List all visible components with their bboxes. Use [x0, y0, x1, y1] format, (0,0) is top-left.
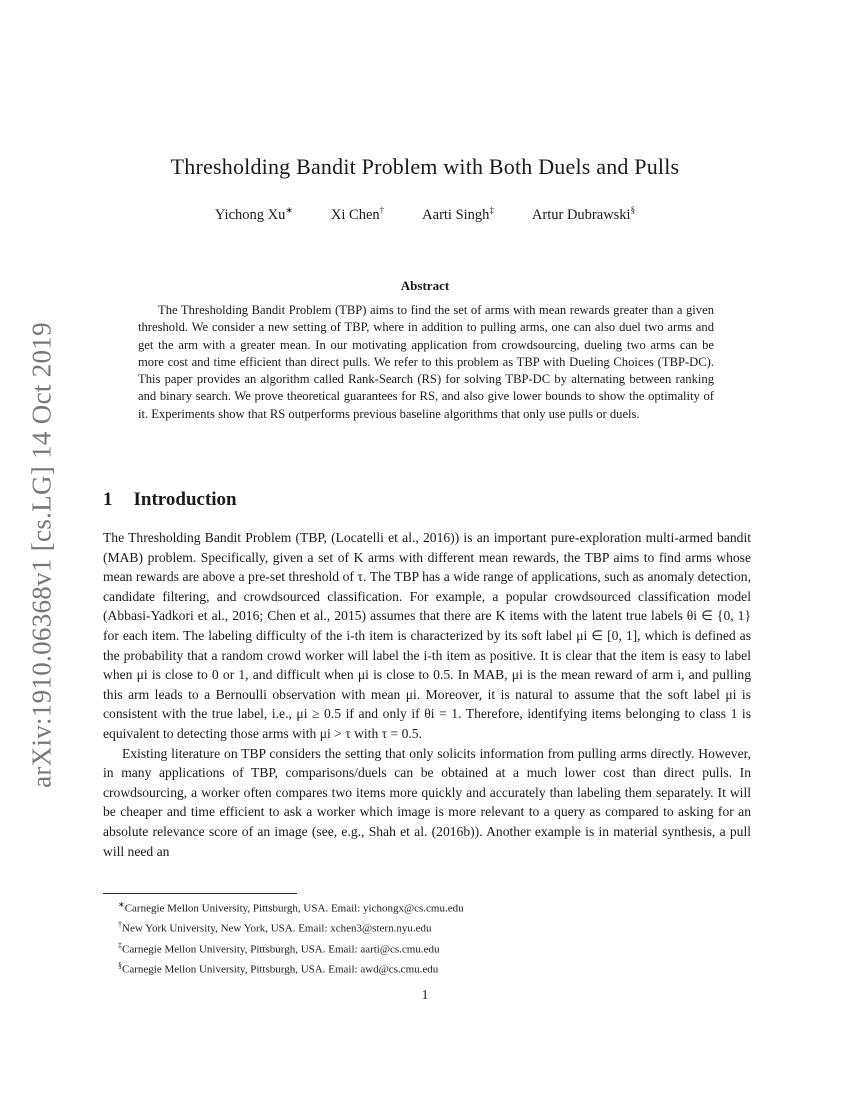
author: [331, 205, 384, 224]
author-name: Aarti Singh: [422, 206, 490, 223]
section-title: Introduction: [133, 489, 237, 510]
arxiv-identifier-stamp: arXiv:1910.06368v1 [cs.LG] 14 Oct 2019: [26, 322, 57, 788]
paper-title: Thresholding Bandit Problem with Both Duels and Pulls: [170, 154, 680, 179]
author: [532, 205, 635, 224]
introduction-body: [103, 528, 751, 861]
footnote: [103, 897, 751, 917]
author-footnote-mark: §: [630, 205, 636, 215]
footnote-mark: †: [118, 920, 122, 930]
footnote: [103, 917, 751, 937]
author-footnote-mark: ∗: [285, 205, 293, 215]
author-footnote-mark: †: [379, 205, 385, 215]
section-heading: [103, 489, 237, 511]
footnote-divider: [103, 893, 297, 894]
footnote-text: Carnegie Mellon University, Pittsburgh, USA. Email: aarti@cs.cmu.edu: [122, 943, 440, 956]
page-number: 1: [421, 987, 429, 1002]
paragraph: The Thresholding Bandit Problem (TBP, (Locatelli et al., 2016)) is an important pure-exploration multi-armed bandit (MAB) problem. Specifically, given a set of K arms with different mean rewards, the TBP aims to find arms whose mean rewards are above a pre-set threshold of τ. The TBP has a wide range of applications, such as anomaly detection, candidate filtering, and crowdsourced classification. For example, a popular crowdsourced classification model (Abbasi-Yadkori et al., 2016; Chen et al., 2015) assumes that there are K items with the latent true labels θi ∈ {0, 1} for each item. The labeling difficulty of the i-th item is characterized by its soft label μi ∈ [0, 1], which is defined as the probability that a random crowd worker will label the i-th item as positive. It is clear that the item is easy to label when μi is close to 0 or 1, and difficult when μi is close to 0.5. In MAB, μi is the mean reward of arm i, and pulling this arm leads to a Bernoulli observation with mean μi. Moreover, it is natural to assume that the soft label μi is consistent with the true label, i.e., μi ≥ 0.5 if and only if θi = 1. Therefore, identifying items belonging to class 1 is equivalent to detecting those arms with μi > τ with τ = 0.5.: [103, 530, 751, 741]
author: [215, 205, 293, 224]
author-name: Yichong Xu: [214, 206, 286, 223]
footnote-mark: ‡: [118, 940, 122, 950]
footnote: [103, 938, 751, 958]
abstract-body: The Thresholding Bandit Problem (TBP) aims to find the set of arms with mean rewards greater than a given threshold. We consider a new setting of TBP, where in addition to pulling arms, one can also duel two arms and get the arm with a greater mean. In our motivating application from crowdsourcing, dueling two arms can be more cost and time efficient than direct pulls. We refer to this problem as TBP with Dueling Choices (TBP-DC). This paper provides an algorithm called Rank-Search (RS) for solving TBP-DC by alternating between ranking and binary search. We prove theoretical guarantees for RS, and also give lower bounds to show the optimality of it. Experiments show that RS outperforms previous baseline algorithms that only use pulls or duels.: [138, 303, 714, 421]
footnote-text: Carnegie Mellon University, Pittsburgh, USA. Email: awd@cs.cmu.edu: [122, 963, 439, 976]
footnote-mark: ∗: [118, 900, 125, 909]
author-name: Artur Dubrawski: [531, 206, 631, 223]
footnote-text: Carnegie Mellon University, Pittsburgh, USA. Email: yichongx@cs.cmu.edu: [124, 902, 464, 915]
author-name: Xi Chen: [330, 206, 380, 223]
author-footnote-mark: ‡: [489, 205, 494, 215]
author: [422, 205, 494, 224]
footnote-mark: §: [118, 960, 122, 970]
footnotes: [103, 897, 751, 978]
footnote-text: New York University, New York, USA. Email: xchen3@stern.nyu.edu: [122, 922, 432, 935]
author-list: [0, 205, 850, 224]
footnote: [103, 958, 751, 978]
section-number: 1: [103, 489, 113, 510]
abstract-heading: Abstract: [400, 278, 450, 293]
paragraph: Existing literature on TBP considers the setting that only solicits information from pulling arms directly. However, in many applications of TBP, comparisons/duels can be obtained at a much lower cost than direct pulls. In crowdsourcing, a worker often compares two items more quickly and accurately than labeling them separately. It will be cheaper and time efficient to ask a worker which image is more relevant to a query as compared to asking for an absolute relevance score of an image (see, e.g., Shah et al. (2016b)). Another example is in material synthesis, a pull will need an: [103, 745, 751, 859]
